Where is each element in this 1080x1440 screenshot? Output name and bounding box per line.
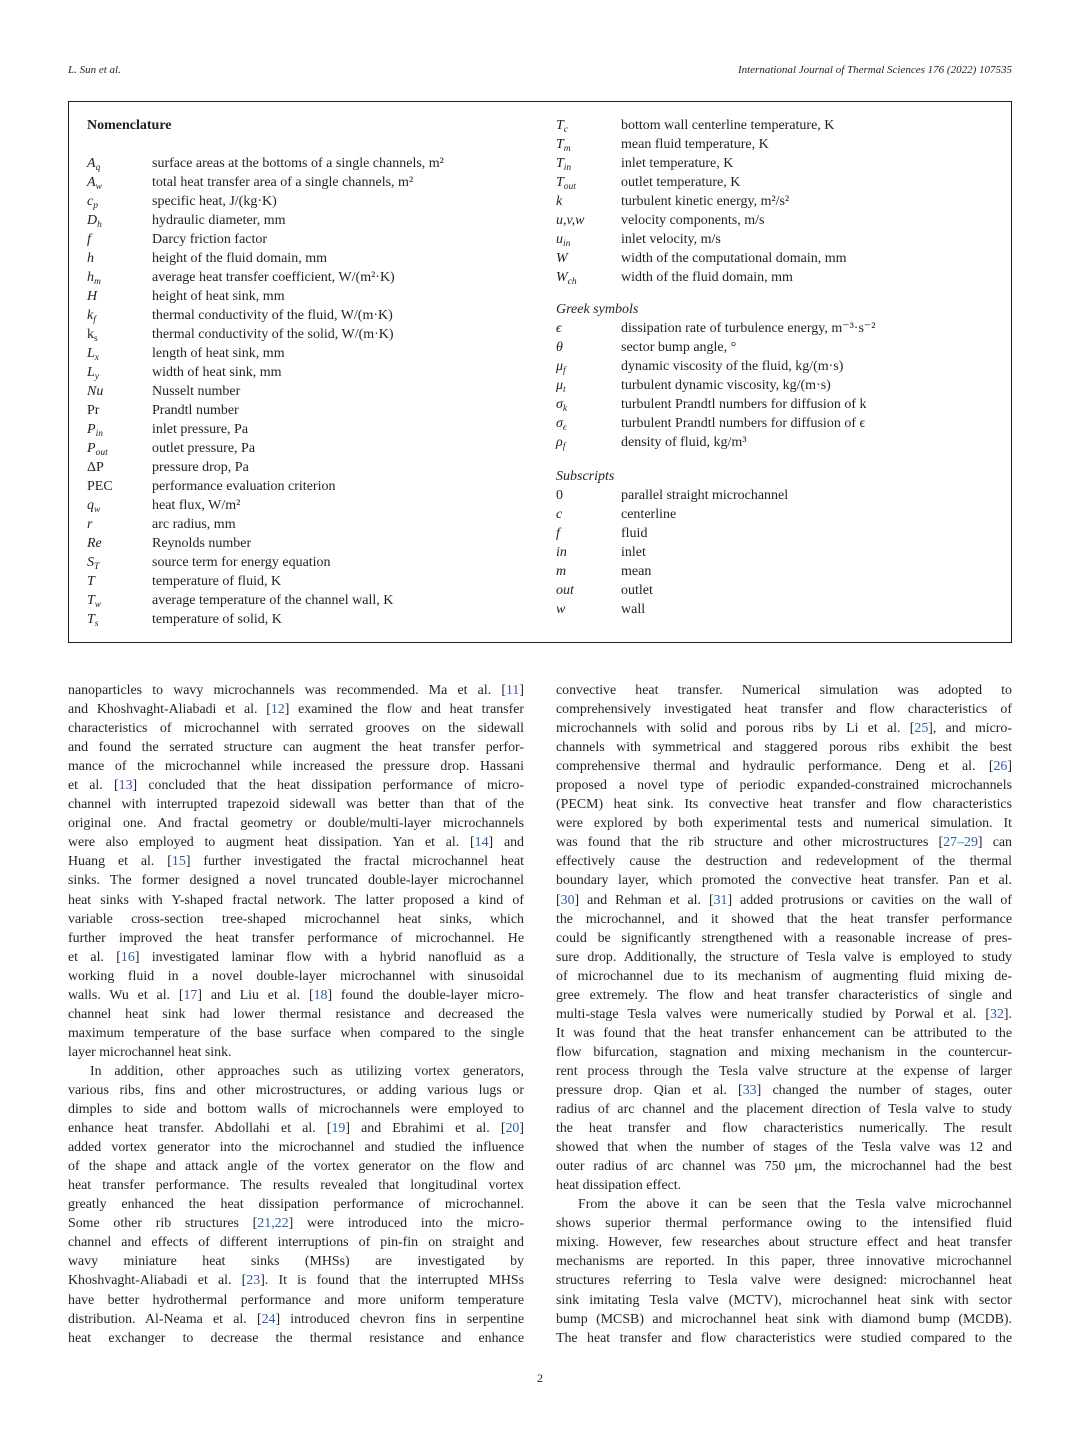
text-line: enhance heat transfer. Abdollahi et al. [19] and Ebrahimi et al. [20] (68, 1121, 524, 1137)
symbol-subscript: m (563, 144, 571, 154)
symbol-base: L (87, 346, 95, 361)
nomenclature-description: inlet (621, 545, 646, 560)
text-line: It was found that the heat transfer enhancement can be attributed to the (556, 1025, 1012, 1041)
nomenclature-description: mean fluid temperature, K (621, 137, 769, 152)
symbol-base: Nu (87, 384, 104, 399)
text-line: Khoshvaght-Aliabadi et al. [23]. It is found that the interrupted MHSs (68, 1273, 524, 1289)
symbol-subscript: out (563, 182, 576, 192)
text-line: nanoparticles to wavy microchannels was recommended. Ma et al. [11] (68, 683, 524, 698)
citation-link[interactable]: 32 (990, 1006, 1004, 1022)
nomenclature-description: average heat transfer coefficient, W/(m²·K) (152, 270, 395, 285)
nomenclature-description: pressure drop, Pa (152, 460, 249, 475)
symbol-subscript: ϵ (562, 423, 567, 433)
symbol-base: T (87, 593, 95, 608)
citation-link[interactable]: 25 (914, 721, 929, 737)
symbol-subscript: in (95, 429, 103, 439)
symbol-base: T (87, 612, 95, 627)
nomenclature-description: turbulent kinetic energy, m²/s² (621, 194, 790, 209)
symbol-base: Pr (87, 403, 100, 418)
nomenclature-entry (87, 553, 527, 572)
nomenclature-description: surface areas at the bottoms of a single channels, m² (152, 156, 444, 171)
nomenclature-entry (87, 363, 527, 382)
text-line: heat sinks with Y-shaped fractal network. The latter proposed a kind of (68, 892, 524, 908)
symbol-subscript: h (97, 220, 102, 230)
nomenclature-symbol (87, 515, 92, 534)
text-line: structures referring to Tesla valve were designed: microchannel heat (556, 1273, 1012, 1289)
symbol-base: u (556, 232, 563, 247)
text-line: showed that when the number of stages of the Tesla valve was 12 and (556, 1140, 1012, 1156)
nomenclature-description: centerline (621, 507, 677, 522)
nomenclature-description: height of the fluid domain, mm (152, 251, 327, 266)
nomenclature-entry (556, 154, 996, 173)
symbol-base: μ (556, 378, 564, 393)
text-line: gree extremely. The flow and heat transfer characteristics of single and (556, 987, 1012, 1003)
text-line: could be significantly strengthened with a reasonable increase of pres- (556, 930, 1012, 946)
nomenclature-entry (556, 600, 996, 619)
symbol-base: ϵ (556, 321, 562, 336)
symbol-base: L (87, 365, 95, 380)
symbol-base: r (87, 517, 93, 532)
symbol-base: f (556, 526, 560, 541)
nomenclature-symbol (556, 211, 585, 230)
nomenclature-description: Nusselt number (152, 384, 241, 399)
text-line: In addition, other approaches such as utilizing vortex generators, (90, 1063, 524, 1079)
nomenclature-description: turbulent dynamic viscosity, kg/(m·s) (621, 378, 831, 393)
nomenclature-entry (556, 319, 996, 338)
symbol-subscript: w (95, 182, 102, 192)
nomenclature-entry (556, 395, 996, 414)
text-line: shows superior thermal performance owing to the intensified fluid (556, 1216, 1012, 1232)
nomenclature-description: outlet (621, 583, 653, 598)
symbol-base: q (87, 498, 94, 513)
nomenclature-entry (87, 154, 527, 173)
nomenclature-description: outlet pressure, Pa (152, 441, 256, 456)
text-line: comprehensive thermal and hydraulic performance. Deng et al. [26] (556, 759, 1012, 775)
symbol-base: A (87, 156, 96, 171)
running-header-authors: L. Sun et al. (68, 64, 121, 76)
citation-link[interactable]: 20 (505, 1121, 520, 1137)
symbol-base: h (87, 251, 94, 266)
symbol-base: θ (556, 340, 563, 355)
symbol-base: S (87, 555, 94, 570)
nomenclature-entry (556, 562, 996, 581)
symbol-base: in (556, 545, 567, 560)
text-line: mixing. However, few researches about structure effect and heat transfer (556, 1235, 1012, 1251)
symbol-base: T (556, 156, 564, 171)
symbol-base: ΔP (87, 460, 104, 475)
nomenclature-description: temperature of fluid, K (152, 574, 282, 589)
nomenclature-entry (556, 414, 996, 433)
symbol-subscript: k (562, 404, 568, 414)
text-line: characteristics of microchannel with serrated grooves on the sidewall (68, 721, 524, 737)
nomenclature-description: thermal conductivity of the fluid, W/(m·K) (152, 308, 393, 323)
nomenclature-symbol (556, 192, 562, 211)
text-line: various ribs, fins and other microstructures, or adding various lugs or (68, 1082, 524, 1098)
nomenclature-symbol (556, 524, 560, 543)
nomenclature-description: thermal conductivity of the solid, W/(m·K) (152, 327, 394, 342)
nomenclature-left-column (87, 116, 527, 629)
nomenclature-entry (87, 458, 527, 477)
nomenclature-description: inlet velocity, m/s (621, 232, 721, 247)
nomenclature-symbol (556, 600, 565, 619)
nomenclature-symbol (87, 477, 113, 496)
nomenclature-entry (87, 477, 527, 496)
citation-link[interactable]: 18 (313, 987, 328, 1003)
nomenclature-entry (87, 534, 527, 553)
text-line: greatly enhanced the heat dissipation performance of microchannel. (68, 1197, 524, 1213)
nomenclature-symbol (87, 458, 104, 477)
nomenclature-description: height of heat sink, mm (152, 289, 285, 304)
text-line: multi-stage Tesla valves were numerically studied by Porwal et al. [32]. (556, 1006, 1012, 1022)
text-line: were also employed to augment heat dissipation. Yan et al. [14] and (68, 835, 524, 851)
symbol-base: D (87, 213, 98, 228)
symbol-subscript: m (94, 277, 101, 287)
text-line: layer microchannel heat sink. (68, 1044, 232, 1060)
nomenclature-entry (87, 401, 527, 420)
symbol-subscript: s (94, 334, 98, 344)
nomenclature-description: density of fluid, kg/m³ (621, 435, 747, 450)
text-line: working fluid in a novel double-layer microchannel with sinusoidal (68, 968, 524, 984)
nomenclature-description: performance evaluation criterion (152, 479, 336, 494)
symbol-base: μ (556, 359, 564, 374)
symbol-subscript: s (94, 619, 99, 629)
symbol-subscript: in (563, 239, 571, 249)
nomenclature-symbol (556, 486, 563, 505)
symbol-base: f (87, 232, 91, 247)
nomenclature-description: fluid (621, 526, 648, 541)
text-line: et al. [16] investigated laminar flow with a hybrid nanofluid as a (68, 949, 524, 965)
text-line: Some other rib structures [21,22] were introduced into the micro- (68, 1216, 524, 1232)
nomenclature-description: temperature of solid, K (152, 612, 282, 627)
text-line: channel heat sink had lower thermal resistance and decreased the (68, 1006, 524, 1022)
nomenclature-description: velocity components, m/s (621, 213, 765, 228)
nomenclature-symbol (87, 572, 95, 591)
text-line: dimples to side and bottom walls of microchannels were employed to (68, 1102, 524, 1118)
symbol-base: c (556, 507, 563, 522)
text-line: the heat transfer and flow characteristics numerically. The result (556, 1121, 1012, 1137)
citation-link[interactable]: 12 (270, 702, 285, 718)
nomenclature-entry (87, 610, 527, 629)
symbol-base: PEC (87, 479, 113, 494)
nomenclature-description: Prandtl number (152, 403, 239, 418)
nomenclature-entry (556, 249, 996, 268)
symbol-subscript: w (94, 505, 101, 515)
nomenclature-symbol (556, 433, 565, 457)
citation-link[interactable]: 13 (118, 778, 133, 794)
text-line: sink imitating Tesla valve (MCTV), microchannel heat sink with sector (556, 1292, 1012, 1308)
nomenclature-entry (87, 572, 527, 591)
running-header-journal: International Journal of Thermal Sciences 176 (2022) 107535 (737, 64, 1012, 76)
text-line: pressure drop. Qian et al. [33] changed the number of stages, outer (556, 1082, 1012, 1098)
symbol-subscript: w (94, 600, 102, 610)
greek-symbols-heading: Greek symbols (556, 302, 639, 317)
text-line: heat exchanger to decrease the thermal resistance and enhance (68, 1330, 524, 1346)
symbol-base: W (556, 251, 568, 266)
symbol-base: k (87, 308, 94, 323)
citation-link[interactable]: 31 (713, 892, 728, 908)
text-line: walls. Wu et al. [17] and Liu et al. [18] found the double-layer micro- (68, 987, 524, 1003)
text-line: microchannels with solid and porous ribs by Li et al. [25], and micro- (556, 721, 1012, 737)
symbol-base: T (556, 118, 564, 133)
nomenclature-entry (87, 268, 527, 287)
nomenclature-entry (556, 486, 996, 505)
nomenclature-entry (556, 581, 996, 600)
citation-link[interactable]: 16 (120, 949, 135, 965)
text-line: of the shape and attack angle of the vortex generator on the flow and (68, 1159, 524, 1175)
symbol-base: P (87, 441, 96, 456)
nomenclature-symbol (87, 287, 97, 306)
symbol-base: T (556, 175, 564, 190)
citation-link[interactable]: 21,22 (257, 1216, 289, 1232)
citation-link[interactable]: 27–29 (943, 835, 978, 851)
text-line: further improved the heat transfer performance of microchannel. He (68, 930, 524, 946)
symbol-base: m (556, 564, 567, 579)
text-line: original one. And fractal geometry or double/multi-layer microchannels (68, 816, 524, 832)
citation-link[interactable]: 19 (331, 1121, 346, 1137)
text-line: and found the serrated structure can augment the heat transfer perfor- (68, 740, 524, 756)
subscripts-heading: Subscripts (556, 469, 615, 484)
nomenclature-entry (87, 382, 527, 401)
nomenclature-description: arc radius, mm (152, 517, 236, 532)
text-line: (PECM) heat sink. Its convective heat transfer and flow characteristics (556, 797, 1012, 813)
symbol-subscript: f (562, 442, 566, 452)
symbol-base: ρ (556, 435, 563, 450)
nomenclature-entry (87, 591, 527, 610)
nomenclature-symbol (87, 230, 91, 249)
symbol-base: T (556, 137, 564, 152)
symbol-base: Re (87, 536, 102, 551)
nomenclature-entry (87, 515, 527, 534)
symbol-subscript: p (93, 201, 98, 211)
citation-link[interactable]: 11 (505, 683, 520, 698)
citation-link[interactable]: 15 (171, 854, 186, 870)
symbol-subscript: t (563, 385, 566, 395)
citation-link[interactable]: 17 (183, 987, 198, 1003)
symbol-subscript: x (94, 353, 100, 363)
symbol-base: u,v,w (556, 213, 585, 228)
symbol-subscript: ch (567, 277, 577, 287)
text-line: et al. [13] concluded that the heat dissipation performance of micro- (68, 778, 524, 794)
text-line: distribution. Al-Neama et al. [24] introduced chevron fins in serpentine (68, 1311, 524, 1327)
text-line: comprehensively investigated heat transfer and flow characteristics of (556, 702, 1012, 718)
nomenclature-entry (556, 524, 996, 543)
text-line: convective heat transfer. Numerical simulation was adopted to (556, 683, 1012, 698)
text-line: the microchannel, and it showed that the heat transfer performance (556, 911, 1012, 927)
nomenclature-description: inlet pressure, Pa (152, 422, 249, 437)
text-line: bump (MCSB) and microchannel heat sink with diamond bump (MCDB). (556, 1311, 1012, 1327)
text-line: heat dissipation effect. (556, 1178, 682, 1194)
nomenclature-description: total heat transfer area of a single channels, m² (152, 175, 414, 190)
nomenclature-description: source term for energy equation (152, 555, 331, 570)
nomenclature-symbol (87, 534, 102, 553)
citation-link[interactable]: 24 (261, 1311, 276, 1327)
nomenclature-symbol (556, 543, 567, 562)
nomenclature-symbol (556, 338, 563, 357)
symbol-base: out (556, 583, 574, 598)
text-line: wavy miniature heat sinks (MHSs) are investigated by (68, 1254, 524, 1270)
nomenclature-description: wall (621, 602, 646, 617)
nomenclature-entry (556, 505, 996, 524)
nomenclature-entry (556, 173, 996, 192)
nomenclature-description: hydraulic diameter, mm (152, 213, 286, 228)
text-line: was found that the rib structure and other microstructures [27–29] can (556, 835, 1012, 851)
nomenclature-symbol (556, 249, 568, 268)
nomenclature-symbol (556, 581, 574, 600)
nomenclature-description: bottom wall centerline temperature, K (621, 118, 835, 133)
nomenclature-symbol (87, 382, 103, 401)
symbol-base: W (556, 270, 568, 285)
page-number: 2 (537, 1371, 543, 1385)
text-line: heat transfer performance. The results revealed that longitudinal vortex (68, 1178, 524, 1194)
nomenclature-entry (87, 496, 527, 515)
nomenclature-title: Nomenclature (87, 118, 172, 133)
symbol-subscript: out (95, 448, 108, 458)
text-line: maximum temperature of the base surface when compared to the single (68, 1025, 524, 1041)
symbol-base: w (556, 602, 566, 617)
nomenclature-description: Darcy friction factor (152, 232, 268, 247)
symbol-subscript: y (94, 372, 100, 382)
symbol-base: σ (556, 397, 563, 412)
nomenclature-entry (87, 287, 527, 306)
nomenclature-description: parallel straight microchannel (621, 488, 789, 503)
nomenclature-symbol (556, 268, 577, 292)
text-line: added vortex generator into the microchannel and studied the influence (68, 1140, 524, 1156)
symbol-base: P (87, 422, 96, 437)
nomenclature-description: width of heat sink, mm (152, 365, 282, 380)
nomenclature-description: specific heat, J/(kg·K) (152, 194, 277, 209)
text-line: of microchannel due to its mechanism of augmenting fluid mixing de- (556, 968, 1012, 984)
nomenclature-entry (87, 192, 527, 211)
nomenclature-entry (556, 338, 996, 357)
symbol-subscript: T (94, 562, 100, 572)
citation-link[interactable]: 23 (246, 1273, 261, 1289)
text-line: flow bifurcation, stagnation and mixing mechanism in the countercur- (556, 1044, 1012, 1060)
text-line: channel and effects of different interruptions of pin-fin on straight and (68, 1235, 524, 1251)
text-line: effectively cause the destruction and redevelopment of the thermal (556, 854, 1012, 870)
nomenclature-entry (556, 433, 996, 452)
nomenclature-entry (87, 306, 527, 325)
text-line: mechanisms are reported. In this paper, three innovative microchannel (556, 1254, 1012, 1270)
nomenclature-entry (87, 420, 527, 439)
nomenclature-description: average temperature of the channel wall, K (152, 593, 394, 608)
text-line: have better hydrothermal performance and more uniform temperature (68, 1292, 524, 1308)
nomenclature-entry (87, 211, 527, 230)
nomenclature-entry (556, 192, 996, 211)
nomenclature-description: width of the computational domain, mm (621, 251, 847, 266)
text-line: mance of the microchannel while increased the pressure drop. Hassani (68, 759, 524, 775)
nomenclature-entry (87, 344, 527, 363)
body-left-column (68, 681, 524, 1348)
text-line: channel with interrupted trapezoid sidewall was better than that of the (68, 797, 524, 813)
symbol-base: σ (556, 416, 563, 431)
nomenclature-symbol (87, 249, 94, 268)
nomenclature-entry (87, 249, 527, 268)
nomenclature-description: turbulent Prandtl numbers for diffusion of k (621, 397, 867, 412)
text-line: were explored by both experimental tests and numerical simulation. It (556, 816, 1012, 832)
nomenclature-description: turbulent Prandtl numbers for diffusion of ϵ (621, 416, 866, 431)
nomenclature-description: mean (621, 564, 652, 579)
text-line: proposed a novel type of periodic expanded-constrained microchannels (556, 778, 1012, 794)
symbol-subscript: c (563, 125, 569, 135)
symbol-base: h (87, 270, 94, 285)
nomenclature-description: inlet temperature, K (621, 156, 734, 171)
nomenclature-description: sector bump angle, ° (621, 340, 737, 355)
nomenclature-symbol (556, 505, 562, 524)
citation-link[interactable]: 26 (993, 759, 1008, 775)
text-line: From the above it can be seen that the Tesla valve microchannel (578, 1197, 1012, 1213)
citation-link[interactable]: 33 (742, 1082, 757, 1098)
nomenclature-entry (87, 439, 527, 458)
nomenclature-description: dissipation rate of turbulence energy, m⁻³·s⁻² (621, 321, 876, 336)
symbol-subscript: f (563, 366, 566, 376)
text-line: The heat transfer and flow characteristics were studied compared to the (556, 1330, 1012, 1346)
nomenclature-entry (87, 325, 527, 344)
text-line: boundary layer, which promoted the convective heat transfer. Pan et al. (556, 873, 1012, 889)
text-line: [30] and Rehman et al. [31] added protrusions or cavities on the wall of (556, 892, 1012, 908)
body-right-column (556, 681, 1012, 1348)
symbol-subscript: f (93, 315, 96, 325)
symbol-base: c (87, 194, 94, 209)
citation-link[interactable]: 30 (560, 892, 575, 908)
citation-link[interactable]: 14 (474, 835, 489, 851)
nomenclature-entry (556, 268, 996, 287)
nomenclature-symbol (87, 610, 99, 634)
text-line: rent process through the Tesla valve structure at the expense of larger (556, 1063, 1012, 1079)
symbol-subscript: in (563, 163, 572, 173)
symbol-base: k (87, 327, 94, 342)
symbol-base: T (87, 574, 95, 589)
nomenclature-entry (556, 357, 996, 376)
nomenclature-description: outlet temperature, K (621, 175, 741, 190)
symbol-base: H (87, 289, 98, 304)
text-line: Huang et al. [15] further investigated the fractal microchannel heat (68, 854, 524, 870)
nomenclature-entry (556, 116, 996, 135)
nomenclature-entry (556, 211, 996, 230)
symbol-base: k (556, 194, 563, 209)
nomenclature-entry (556, 230, 996, 249)
nomenclature-description: heat flux, W/m² (152, 498, 241, 513)
nomenclature-entry (556, 543, 996, 562)
nomenclature-symbol (556, 319, 562, 338)
symbol-subscript: q (95, 163, 101, 173)
text-line: sure drop. Additionally, the structure of Tesla valve is employed to study (556, 949, 1012, 965)
text-line: sinks. The former designed a novel truncated double-layer microchannel (68, 873, 524, 889)
nomenclature-entry (87, 173, 527, 192)
nomenclature-description: Reynolds number (152, 536, 252, 551)
text-line: and Khoshvaght-Aliabadi et al. [12] examined the flow and heat transfer (68, 702, 525, 718)
nomenclature-symbol (556, 562, 566, 581)
text-line: radius of arc channel and the placement direction of Tesla valve to study (556, 1102, 1012, 1118)
nomenclature-description: dynamic viscosity of the fluid, kg/(m·s) (621, 359, 844, 374)
nomenclature-entry (87, 230, 527, 249)
nomenclature-right-column (556, 116, 996, 619)
nomenclature-entry (556, 135, 996, 154)
nomenclature-entry (556, 376, 996, 395)
nomenclature-description: width of the fluid domain, mm (621, 270, 793, 285)
symbol-base: A (87, 175, 96, 190)
nomenclature-description: length of heat sink, mm (152, 346, 285, 361)
text-line: channels with symmetrical and staggered porous ribs exhibit the best (556, 740, 1012, 756)
nomenclature-symbol (87, 401, 99, 420)
text-line: variable cross-section tree-shaped microchannel heat sinks, which (68, 911, 524, 927)
text-line: outer radius of arc channel was 750 μm, the microchannel had the best (556, 1159, 1012, 1175)
symbol-base: 0 (556, 488, 563, 503)
